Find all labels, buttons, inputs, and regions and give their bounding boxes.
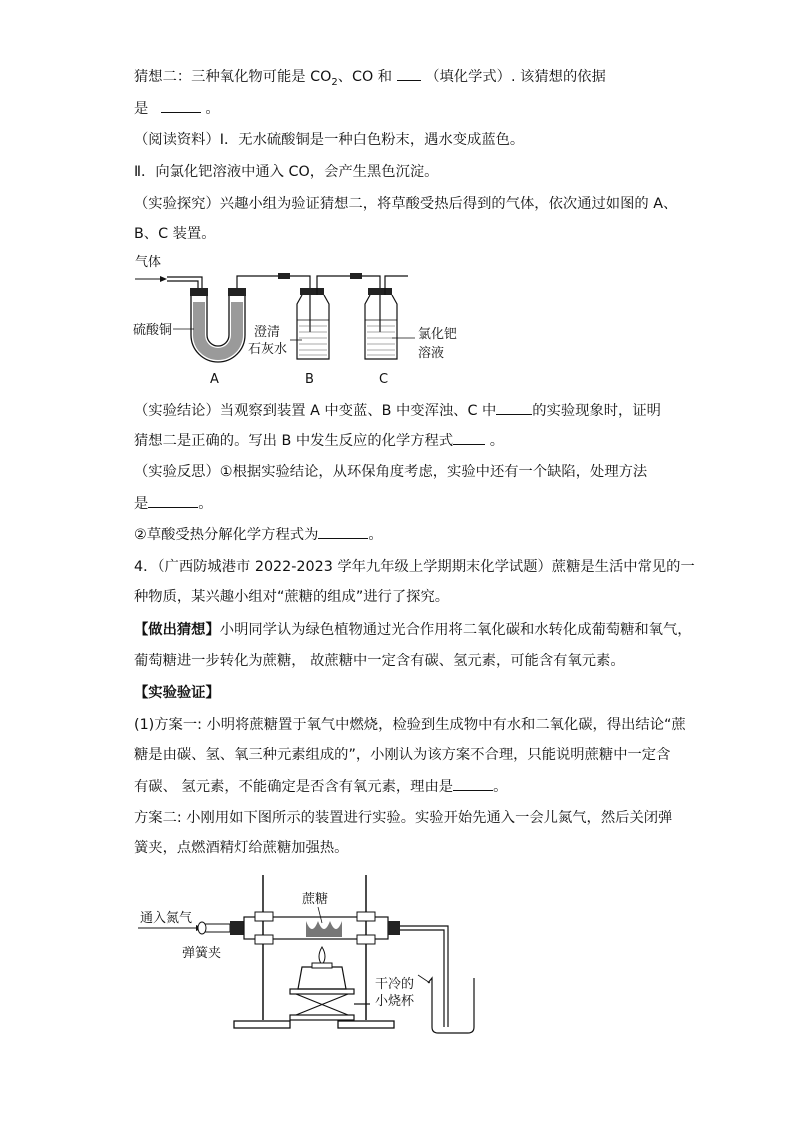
plan1-1: (1)方案一: 小明将蔗糖置于氧气中燃烧，检验到生成物中有水和二氧化碳，得出结论“蔗 xyxy=(134,717,686,733)
explore-2: B、C 装置。 xyxy=(134,226,216,242)
clamp-right-lower xyxy=(357,935,375,944)
answer-blank[interactable] xyxy=(453,776,493,791)
basis-text: 是 xyxy=(134,101,149,117)
clamp-left xyxy=(255,912,273,921)
answer-blank[interactable] xyxy=(161,98,201,113)
q4-stem-2: 种物质，某兴趣小组对“蔗糖的组成”进行了探究。 xyxy=(134,589,450,605)
label-b: B xyxy=(305,372,314,387)
answer-blank[interactable] xyxy=(148,493,198,508)
guess2-line xyxy=(134,66,606,93)
reading-2: Ⅱ．向氯化钯溶液中通入 CO，会产生黑色沉淀。 xyxy=(134,164,439,180)
connector-1 xyxy=(278,273,290,279)
nitrogen-label: 通入氮气 xyxy=(140,911,193,926)
guess-line-1 xyxy=(134,620,692,640)
reflect-text: 是 xyxy=(134,496,149,512)
conclusion-line-2 xyxy=(134,430,504,451)
lamp-neck xyxy=(312,963,332,968)
answer-blank[interactable] xyxy=(496,400,532,415)
plan1-text-3: 有碳、 氢元素，不能确定是否含有氧元素，理由是 xyxy=(134,779,454,795)
bottle-b xyxy=(297,295,329,359)
guess-text-1: 小明同学认为绿色植物通过光合作用将二氧化碳和水转化成葡萄糖和氧气， xyxy=(219,622,692,638)
lift-platform-bottom xyxy=(290,1015,354,1020)
apparatus-figure-sucrose xyxy=(130,865,480,1040)
plan2-1: 方案二: 小刚用如下图所示的装置进行实验。实验开始先通入一会儿氮气，然后关闭弹 xyxy=(134,810,673,826)
conclusion-text: （实验结论）当观察到装置 A 中变蓝、B 中变浑浊、C 中 xyxy=(134,403,497,419)
beaker-label-1: 干冷的 xyxy=(375,977,415,992)
stopper-right xyxy=(388,921,400,935)
stopper-b xyxy=(300,288,324,295)
leader-line xyxy=(318,907,322,923)
plan2-2: 簧夹，点燃酒精灯给蔗糖加强热。 xyxy=(134,840,349,856)
explore-1: （实验探究）兴趣小组为验证猜想二，将草酸受热后得到的气体，依次通过如图的 A、 xyxy=(134,196,678,212)
tube-into-b xyxy=(290,276,310,332)
lift-platform-top xyxy=(290,989,354,994)
stand-base-right xyxy=(338,1021,394,1028)
plan1-line-3 xyxy=(134,776,507,797)
answer-blank[interactable] xyxy=(453,430,485,445)
pdcl-label-2: 溶液 xyxy=(418,346,445,361)
sucrose-label: 蔗糖 xyxy=(302,892,329,907)
stopper-left xyxy=(190,288,208,296)
answer-blank[interactable] xyxy=(318,524,368,539)
reading-1: （阅读资料）Ⅰ．无水硫酸铜是一种白色粉末，遇水变成蓝色。 xyxy=(134,132,525,148)
reflect-end-3: 。 xyxy=(368,527,383,543)
guess-heading: 【做出猜想】 xyxy=(134,622,220,638)
bottle-c xyxy=(365,295,397,359)
clamp-icon[interactable] xyxy=(198,922,206,934)
gas-label: 气体 xyxy=(135,255,162,270)
guess2-text-c: （填化学式）. 该猜想的依据 xyxy=(425,69,606,85)
reflect-line-3 xyxy=(134,524,383,545)
reflect-line-2 xyxy=(134,493,213,514)
conclusion-line-1 xyxy=(134,400,661,421)
stand-base-left xyxy=(234,1021,290,1028)
clamp-right xyxy=(357,912,375,921)
stopper-c xyxy=(368,288,392,295)
tube-a-b xyxy=(237,276,278,288)
answer-blank[interactable] xyxy=(397,66,421,81)
limewater-label-2: 石灰水 xyxy=(248,342,288,357)
sucrose-sample xyxy=(306,921,342,937)
limewater-label-1: 澄清 xyxy=(254,325,281,340)
label-a: A xyxy=(210,372,219,387)
copper-sulfate-fill xyxy=(193,302,243,360)
basis-end: 。 xyxy=(205,101,220,117)
reflect-end: 。 xyxy=(198,496,213,512)
plan1-end: 。 xyxy=(493,779,508,795)
beaker xyxy=(428,978,474,1033)
connector-2 xyxy=(350,273,362,279)
basis-line xyxy=(134,98,220,119)
conclusion-text-b: 的实验现象时，证明 xyxy=(532,403,661,419)
gas-arrow-head xyxy=(160,276,167,282)
reflect-text-3: ②草酸受热分解化学方程式为 xyxy=(134,527,319,543)
co2-subscript: 2 xyxy=(331,76,338,88)
flame-icon xyxy=(319,947,325,965)
reflect-1: （实验反思）①根据实验结论，从环保角度考虑，实验中还有一个缺陷，处理方法 xyxy=(134,464,648,480)
lift-scissor xyxy=(296,994,348,1015)
conclusion-text-2: 猜想二是正确的。写出 B 中发生反应的化学方程式 xyxy=(134,433,454,449)
guess-text-2: 葡萄糖进一步转化为蔗糖， 故蔗糖中一定含有碳、氢元素，可能含有氧元素。 xyxy=(134,653,625,669)
q4-stem-1: 4．（广西防城港市 2022-2023 学年九年级上学期期末化学试题）蔗糖是生活中常见的一 xyxy=(134,559,695,575)
apparatus-figure-abc xyxy=(130,250,480,395)
clamp-label: 弹簧夹 xyxy=(182,946,222,961)
label-c: C xyxy=(379,372,389,387)
copper-sulfate-label: 硫酸铜 xyxy=(133,323,173,338)
pdcl-label-1: 氯化钯 xyxy=(418,327,458,342)
stopper-left xyxy=(230,921,244,935)
guess2-text: 猜想二：三种氧化物可能是 CO xyxy=(134,69,332,85)
alcohol-lamp xyxy=(298,967,346,989)
clamp-left-lower xyxy=(255,935,273,944)
stopper-right xyxy=(228,288,246,296)
beaker-label-2: 小烧杯 xyxy=(375,994,415,1009)
verify-heading: 【实验验证】 xyxy=(134,685,220,701)
conclusion-end: 。 xyxy=(489,433,504,449)
plan1-2: 糖是由碳、氢、氧三种元素组成的”，小刚认为该方案不合理，只能说明蔗糖中一定含 xyxy=(134,747,671,763)
u-tube-inner xyxy=(207,296,229,346)
guess2-text-b: 、CO 和 xyxy=(337,69,393,85)
